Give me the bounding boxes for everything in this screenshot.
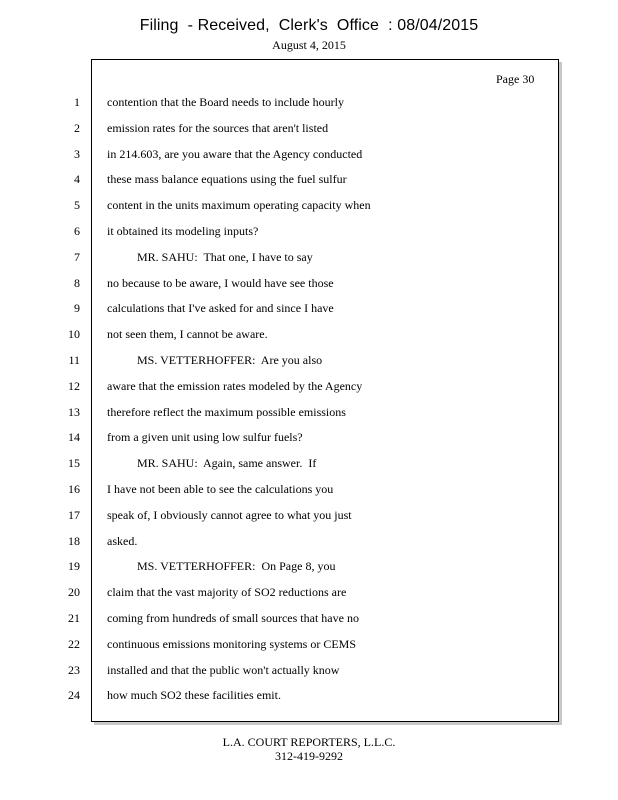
- transcript-line: [0, 688, 618, 714]
- line-text: in 214.603, are you aware that the Agency conducted: [107, 146, 363, 161]
- line-text: it obtained its modeling inputs?: [107, 224, 259, 238]
- line-text: claim that the vast majority of SO2 reductions are: [107, 585, 347, 600]
- line-number: 2: [74, 120, 80, 135]
- line-number: 19: [68, 559, 80, 574]
- line-text: MS. VETTERHOFFER: On Page 8, you: [107, 559, 336, 574]
- transcript-line: [0, 430, 618, 456]
- line-number: 23: [68, 662, 80, 677]
- line-number: 7: [74, 249, 80, 264]
- transcript-line: [0, 611, 618, 637]
- transcript-line: [0, 534, 618, 560]
- line-text: not seen them, I cannot be aware.: [107, 327, 268, 342]
- line-number: 15: [68, 456, 80, 471]
- transcript-line: [0, 198, 618, 224]
- line-number: 5: [74, 198, 80, 213]
- line-text: continuous emissions monitoring systems or CEMS: [107, 636, 357, 651]
- line-text: I have not been able to see the calculations you: [107, 482, 334, 496]
- filing-stamp: Filing - Received, Clerk's Office : 08/04/2015: [139, 17, 479, 34]
- transcript-line: [0, 559, 618, 585]
- line-text: no because to be aware, I would have see those: [107, 275, 334, 290]
- line-number: 22: [68, 636, 80, 651]
- transcript-line: [0, 95, 618, 121]
- line-text: installed and that the public won't actually know: [107, 662, 340, 677]
- transcript-line: [0, 405, 618, 431]
- transcript-line: [0, 327, 618, 353]
- line-number: 1: [74, 95, 80, 109]
- line-text: asked.: [107, 533, 138, 548]
- footer-company: L.A. COURT REPORTERS, L.L.C.: [222, 735, 396, 749]
- transcript-line: [0, 172, 618, 198]
- transcript-line: [0, 508, 618, 534]
- transcript-line: [0, 147, 618, 173]
- line-text: aware that the emission rates modeled by the Agency: [107, 378, 363, 393]
- header-date: August 4, 2015: [272, 38, 346, 52]
- transcript-line: [0, 456, 618, 482]
- transcript-line: [0, 121, 618, 147]
- line-number: 16: [68, 482, 80, 496]
- line-text: MS. VETTERHOFFER: Are you also: [107, 353, 323, 367]
- line-text: how much SO2 these facilities emit.: [107, 688, 281, 703]
- line-text: emission rates for the sources that aren't listed: [107, 120, 329, 135]
- transcript-line: [0, 482, 618, 508]
- line-number: 10: [68, 327, 80, 342]
- transcript-line: [0, 250, 618, 276]
- line-text: MR. SAHU: That one, I have to say: [107, 249, 313, 264]
- line-text: therefore reflect the maximum possible emissions: [107, 404, 346, 419]
- transcript-line: [0, 663, 618, 689]
- line-text: contention that the Board needs to include hourly: [107, 95, 344, 109]
- line-number: 4: [74, 172, 80, 187]
- line-text: MR. SAHU: Again, same answer. If: [107, 456, 317, 471]
- line-text: these mass balance equations using the fuel sulfur: [107, 172, 347, 187]
- line-number: 12: [68, 378, 80, 393]
- transcript-line: [0, 353, 618, 379]
- transcript-line: [0, 276, 618, 302]
- transcript-line: [0, 637, 618, 663]
- transcript-line: [0, 379, 618, 405]
- line-text: speak of, I obviously cannot agree to what you just: [107, 507, 352, 522]
- line-number: 13: [68, 404, 80, 419]
- line-text: calculations that I've asked for and since I have: [107, 301, 334, 316]
- page-number: Page 30: [496, 72, 535, 86]
- transcript-line: [0, 224, 618, 250]
- line-number: 9: [74, 301, 80, 316]
- line-number: 20: [68, 585, 80, 600]
- transcript-line: [0, 301, 618, 327]
- line-number: 11: [68, 353, 80, 367]
- line-number: 21: [68, 611, 80, 625]
- line-text: content in the units maximum operating capacity when: [107, 198, 371, 213]
- line-number: 14: [68, 430, 80, 445]
- line-number: 18: [68, 533, 80, 548]
- line-number: 6: [74, 224, 80, 238]
- line-number: 17: [68, 507, 80, 522]
- line-number: 8: [74, 275, 80, 290]
- line-number: 24: [68, 688, 80, 703]
- transcript-line: [0, 585, 618, 611]
- line-number: 3: [74, 146, 80, 161]
- line-text: coming from hundreds of small sources that have no: [107, 611, 359, 625]
- footer-phone: 312-419-9292: [275, 749, 343, 763]
- line-text: from a given unit using low sulfur fuels?: [107, 430, 303, 445]
